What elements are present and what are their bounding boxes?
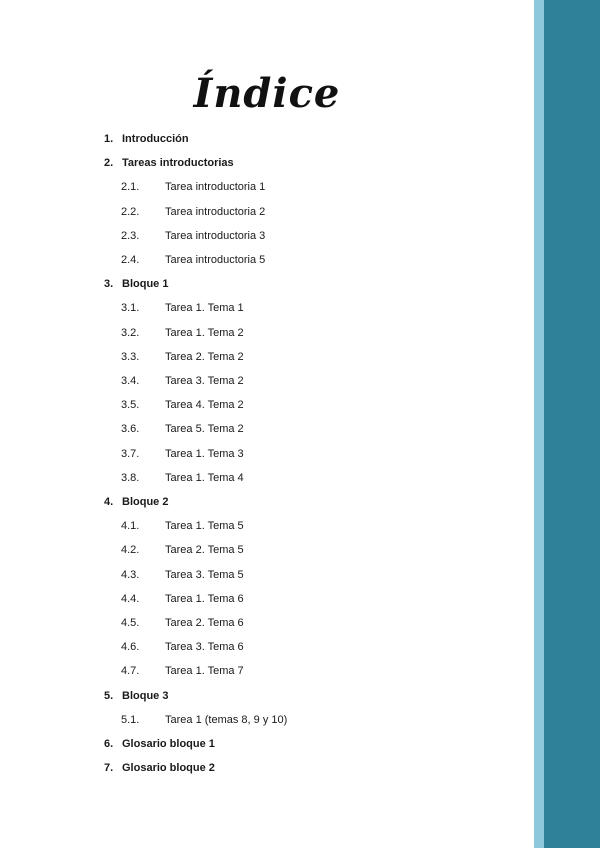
toc-label: Tarea 1 (temas 8, 9 y 10) bbox=[165, 713, 288, 726]
toc-label: Glosario bloque 1 bbox=[122, 738, 215, 750]
side-stripe-light bbox=[534, 0, 544, 848]
toc-label: Bloque 3 bbox=[122, 689, 169, 702]
toc-subsection[interactable] bbox=[0, 466, 534, 490]
toc-subsection[interactable] bbox=[0, 611, 534, 635]
toc-subsection[interactable] bbox=[0, 514, 534, 538]
toc-number: 3.6. bbox=[121, 423, 140, 436]
toc-label: Tarea 5. Tema 2 bbox=[165, 423, 244, 436]
toc-subsection[interactable] bbox=[0, 635, 534, 659]
toc-subsection[interactable] bbox=[0, 248, 534, 272]
toc-label: Tarea 3. Tema 5 bbox=[165, 568, 244, 581]
toc-subsection[interactable] bbox=[0, 563, 534, 587]
toc-number: 2.4. bbox=[121, 254, 140, 266]
toc-section[interactable] bbox=[0, 127, 534, 151]
toc-label: Tareas introductorias bbox=[122, 157, 234, 170]
toc-label: Tarea introductoria 2 bbox=[165, 205, 266, 218]
toc-label: Tarea 1. Tema 4 bbox=[165, 471, 244, 484]
toc-label: Tarea 1. Tema 6 bbox=[165, 592, 244, 605]
toc-label: Tarea 2. Tema 5 bbox=[165, 544, 244, 557]
toc-number: 5.1. bbox=[121, 713, 140, 726]
toc-number: 2. bbox=[104, 157, 114, 170]
toc-number: 3.1. bbox=[121, 302, 140, 315]
toc-number: 3.5. bbox=[121, 399, 140, 412]
toc-number: 5. bbox=[104, 689, 114, 702]
toc-section[interactable] bbox=[0, 684, 534, 708]
toc-subsection[interactable] bbox=[0, 708, 534, 732]
toc-section[interactable] bbox=[0, 756, 534, 780]
toc-number: 3.4. bbox=[121, 375, 140, 387]
toc-label: Tarea 1. Tema 5 bbox=[165, 520, 244, 533]
toc-subsection[interactable] bbox=[0, 442, 534, 466]
toc-label: Bloque 2 bbox=[122, 496, 169, 508]
toc-section[interactable] bbox=[0, 272, 534, 296]
toc-number: 4.5. bbox=[121, 617, 140, 629]
toc-label: Tarea introductoria 5 bbox=[165, 254, 266, 266]
toc-number: 3.3. bbox=[121, 350, 140, 363]
toc-number: 3.2. bbox=[121, 326, 140, 339]
toc-label: Tarea 3. Tema 2 bbox=[165, 375, 244, 387]
toc-label: Tarea 2. Tema 2 bbox=[165, 350, 244, 363]
toc-subsection[interactable] bbox=[0, 538, 534, 562]
toc-subsection[interactable] bbox=[0, 200, 534, 224]
toc-label: Bloque 1 bbox=[122, 278, 169, 291]
toc-label: Introducción bbox=[122, 133, 189, 145]
toc-section[interactable] bbox=[0, 490, 534, 514]
toc-subsection[interactable] bbox=[0, 175, 534, 199]
toc-number: 2.2. bbox=[121, 205, 140, 218]
toc-label: Tarea introductoria 1 bbox=[165, 181, 266, 194]
toc-label: Tarea 1. Tema 2 bbox=[165, 326, 244, 339]
toc-number: 1. bbox=[104, 133, 114, 145]
toc-label: Tarea 2. Tema 6 bbox=[165, 617, 244, 629]
toc-label: Tarea 1. Tema 7 bbox=[165, 665, 244, 678]
toc-number: 4. bbox=[104, 496, 114, 508]
toc-number: 4.3. bbox=[121, 568, 140, 581]
toc-label: Tarea 1. Tema 1 bbox=[165, 302, 244, 315]
toc-number: 7. bbox=[104, 762, 114, 775]
toc-subsection[interactable] bbox=[0, 321, 534, 345]
toc-number: 4.7. bbox=[121, 665, 140, 678]
toc-number: 4.6. bbox=[121, 641, 140, 654]
toc-subsection[interactable] bbox=[0, 417, 534, 441]
toc-label: Tarea 3. Tema 6 bbox=[165, 641, 244, 654]
toc-number: 3.8. bbox=[121, 471, 140, 484]
toc-number: 3. bbox=[104, 278, 114, 291]
toc-subsection[interactable] bbox=[0, 296, 534, 320]
toc-subsection[interactable] bbox=[0, 224, 534, 248]
toc-section[interactable] bbox=[0, 732, 534, 756]
toc-subsection[interactable] bbox=[0, 587, 534, 611]
toc-number: 4.4. bbox=[121, 592, 140, 605]
toc-subsection[interactable] bbox=[0, 393, 534, 417]
toc-label: Tarea introductoria 3 bbox=[165, 229, 266, 242]
toc-number: 2.3. bbox=[121, 229, 140, 242]
page-title: Índice bbox=[193, 70, 341, 117]
toc-number: 4.2. bbox=[121, 544, 140, 557]
toc-label: Tarea 1. Tema 3 bbox=[165, 447, 244, 460]
toc-label: Glosario bloque 2 bbox=[122, 762, 215, 775]
toc-subsection[interactable] bbox=[0, 345, 534, 369]
side-stripe-dark bbox=[544, 0, 600, 848]
toc-label: Tarea 4. Tema 2 bbox=[165, 399, 244, 412]
toc-number: 2.1. bbox=[121, 181, 140, 194]
toc-section[interactable] bbox=[0, 151, 534, 175]
toc-number: 3.7. bbox=[121, 447, 140, 460]
toc-number: 6. bbox=[104, 738, 114, 750]
toc-subsection[interactable] bbox=[0, 369, 534, 393]
toc-number: 4.1. bbox=[121, 520, 140, 533]
toc-subsection[interactable] bbox=[0, 659, 534, 683]
